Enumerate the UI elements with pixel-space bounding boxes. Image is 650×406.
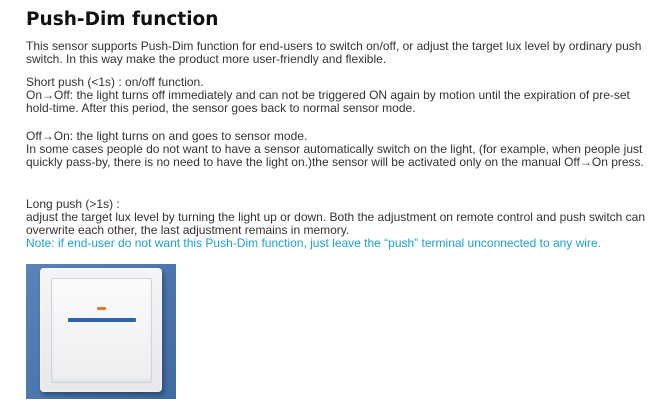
off-on-description: In some cases people do not want to have a sensor automatically switch on the light, (for example, when people just quickly pass-by, there is no need to have the light on.)the sensor will be activated only on the manual Off→On press. <box>26 142 644 169</box>
switch-plate <box>40 268 162 392</box>
note-text: Note: if end-user do not want this Push-Dim function, just leave the “push” terminal unconnected to any wire. <box>26 236 601 250</box>
long-push-heading: Long push (>1s) : <box>26 197 120 211</box>
indicator-slot <box>68 318 136 322</box>
off-on-heading: Off→On: the light turns on and goes to sensor mode. <box>26 129 308 143</box>
intro-text: This sensor supports Push-Dim function for end-users to switch on/off, or adjust the target lux level by ordinary push switch. In this way make the product more user-friendly and flexible. <box>26 39 642 66</box>
long-push-section <box>26 198 646 250</box>
short-push-heading: Short push (<1s) : on/off function. <box>26 75 204 89</box>
intro-paragraph <box>26 40 646 66</box>
short-push-section <box>26 76 646 115</box>
switch-rocker <box>51 278 152 383</box>
wall-push-switch-icon <box>26 264 176 399</box>
page-title: Push-Dim function <box>26 9 219 30</box>
on-off-description: On→Off: the light turns off immediately and can not be triggered ON again by motion until the expiration of pre-set hold-time. After this period, the sensor goes back to normal sensor mode. <box>26 88 630 115</box>
indicator-led <box>97 307 106 310</box>
off-on-section <box>26 130 646 169</box>
long-push-description: adjust the target lux level by turning the light up or down. Both the adjustment on remote control and push switch can overwrite each other, the last adjustment remains in memory. <box>26 210 646 237</box>
